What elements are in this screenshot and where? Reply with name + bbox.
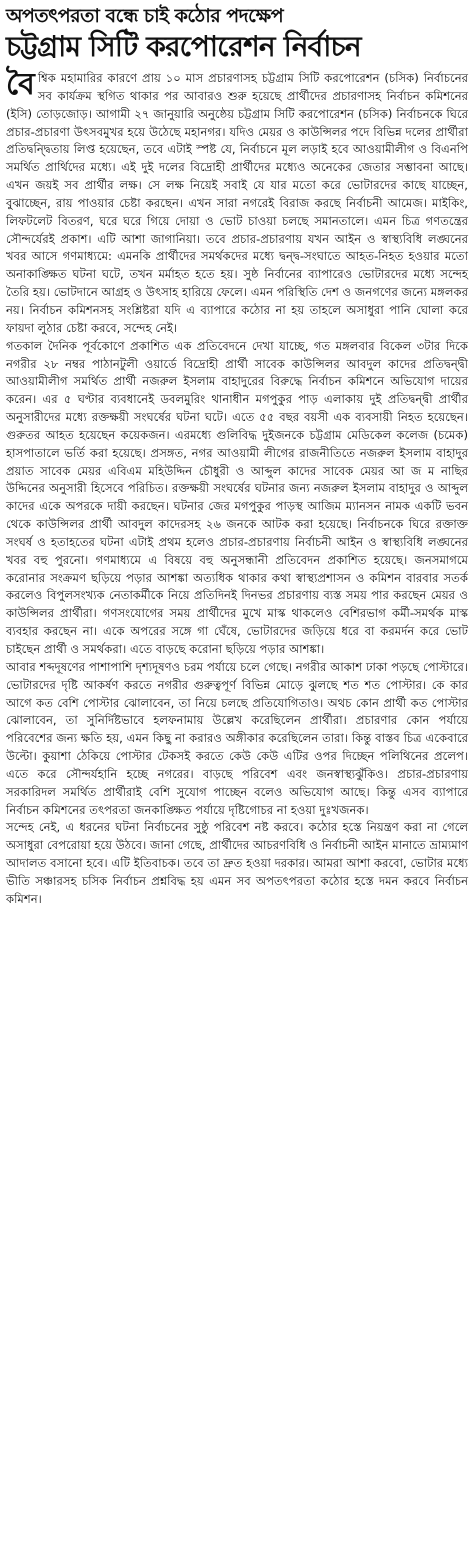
- paragraph-2: গতকাল দৈনিক পূর্বকোণে প্রকাশিত এক প্রতিবেদনে দেখা যাচ্ছে, গত মঙ্গলবার বিকেল ৩টার দিকে নগরীর ২৮ নম্বর পাঠানটুলী ওয়ার্ডে বিদ্রোহী প্রার্থী সাবেক কাউন্সিলর আবদুল কাদের প্রতিদ্বন্দ্বী আওয়ামীলীগ সমর্থিত প্রার্থী নজরুল ইসলাম বাহাদুরের বিরুদ্ধে নির্বাচন কমিশনে অভিযোগ দায়ের করেন। এর ৫ ঘণ্টার ব্যবধানেই ডবলমুরিং থানাধীন মগপুকুর পাড় এলাকায় দুই প্রতিদ্বন্দ্বী প্রার্থীর অনুসারীদের মধ্যে রক্তক্ষয়ী সংঘর্ষের ঘটনা ঘটে। এতে ৫৫ বছর বয়সী এক ব্যবসায়ী নিহত হয়েছেন। গুরুতর আহত হয়েছেন কয়েকজন। এরমধ্যে গুলিবিদ্ধ দুইজনকে চট্টগ্রাম মেডিকেল কলেজ (চমেক) হাসপাতালে ভর্তি করা হয়েছে। প্রসঙ্গত, নগর আওয়ামী লীগের রাজনীতিতে নজরুল ইসলাম বাহাদুর প্রয়াত সাবেক মেয়র এবিএম মহিউদ্দিন চৌধুরী ও আব্দুল কাদের সাবেক মেয়র আ জ ম নাছির উদ্দিনের অনুসারী হিসেবে পরিচিত। রক্তক্ষয়ী সংঘর্ষের ঘটনার জন্য নজরুল ইসলাম বাহাদুর ও আব্দুল কাদের একে অপরকে দায়ী করছেন। ঘটনার জের মগপুকুর পাড়স্থ আজিম ম্যানসন নামক একটি ভবন থেকে কাউন্সিলর প্রার্থী আবদুল কাদেরসহ ২৬ জনকে আটক করা হয়েছে। নির্বাচনকে ঘিরে রক্তাক্ত সংঘর্ষ ও হতাহতের ঘটনা এটাই প্রথম হলেও প্রচার-প্রচারণায় নির্বাচনী আইন ও স্বাস্থ্যবিধি লঙ্ঘনের খবর বহু পুরনো। গণমাধ্যমে এ বিষয়ে বহু অনুসন্ধানী প্রতিবেদন প্রকাশিত হয়েছে। জনসমাগমে করোনার সংক্রমণ ছড়িয়ে পড়ার আশঙ্কা অত্যধিক থাকার কথা স্বাস্থ্যপ্রশাসন ও কমিশন বারবার সতর্ক করলেও বিপুলসংখ্যক নেতাকর্মীকে নিয়ে প্রতিদিনই দিনভর প্রচারণায় ব্যস্ত সময় পার করছেন মেয়র ও কাউন্সিলর প্রার্থীরা। গণসংযোগের সময় প্রার্থীদের মুখে মাস্ক থাকলেও বেশিরভাগ কর্মী-সমর্থক মাস্ক ব্যবহার করছেন না। একে অপরের সঙ্গে গা ঘেঁষে, ভোটারদের জড়িয়ে ধরে বা করমর্দন করে ভোট চাইছেন প্রার্থী ও সমর্থকরা। এতে বাড়ছে করোনা ছড়িয়ে পড়ার আশঙ্কা।: [6, 338, 468, 656]
- paragraph-1-text: শ্বিক মহামারির কারণে প্রায় ১০ মাস প্রচারণাসহ চট্টগ্রাম সিটি করপোরেশন (চসিক) নির্বাচনের সব কার্যক্রম স্থগিত থাকার পর আবারও শুরু হয়েছে প্রার্থীদের প্রচারণাসহ নির্বাচন কমিশনের (ইসি) তোড়জোড়। আগামী ২৭ জানুয়ারি অনুষ্ঠেয় চট্টগ্রাম সিটি করপোরেশন (চসিক) নির্বাচনকে ঘিরে প্রচার-প্রচারণা উৎসবমুখর হয়ে উঠেছে মহানগর। যদিও মেয়র ও কাউন্সিলর পদে বিভিন্ন দলের প্রার্থীরা প্রতিদ্বন্দ্বিতায় লিপ্ত হয়েছেন, তবে এটাই স্পষ্ট যে, নির্বাচনে মূল লড়াই হবে আওয়ামীলীগ ও বিএনপি সমর্থিত প্রার্থিদের মধ্যে। এই দুই দলের বিদ্রোহী প্রার্থীদের মধ্যেও অনেকের জেতার সম্ভাবনা আছে। এখন জয়ই সব প্রার্থীর লক্ষ। সে লক্ষ নিয়েই সবাই যে যার মতো করে ভোটারদের কাছে যাচ্ছেন, বুঝাচ্ছেন, রায় পাওয়ার চেষ্টা করছেন। এখন সারা নগরেই বিরাজ করছে নির্বাচনী আমেজ। মাইকিং, লিফটলেট বিতরণ, ঘরে ঘরে গিয়ে দোয়া ও ভোট চাওয়া চলছে সমানতালে। এমন চিত্র গণতন্ত্রের সৌন্দর্যেরই প্রকাশ। এটি আশা জাগানিয়া। তবে প্রচার-প্রচারণায় যখন আইন ও স্বাস্থ্যবিধি লঙ্ঘনের খবর আসে গণমাধ্যমে: এমনকি প্রার্থীদের সমর্থকদের মধ্যে দ্বন্দ্ব-সংঘাতে আহত-নিহত হওয়ার মতো অনাকাঙ্ক্ষিত ঘটনা ঘটে, তখন মর্মাহত হতে হয়। সুষ্ঠ নির্বানের ব্যাপারেও ভোটারদের মধ্যে সন্দেহ তৈরি হয়। ভোটদানে আগ্রহ ও উৎসাহ হারিয়ে ফেলে। এমন পরিস্থিতি দেশ ও জনগণের জন্যে মঙ্গলকর নয়। নির্বাচন কমিশনসহ সংশ্লিষ্টরা যদি এ ব্যাপারে কঠোর না হয় তাহলে অসাধুরা পানি ঘোলা করে ফায়দা লুঠার চেষ্টা করবে, সন্দেহ নেই।: [6, 71, 468, 335]
- paragraph-3: আবার শব্দদূষণের পাশাপাশি দৃশ্যদূষণও চরম পর্যায়ে চলে গেছে। নগরীর আকাশ ঢাকা পড়ছে পোস্টারে। ভোটারদের দৃষ্টি আকর্ষণ করতে নগরীর গুরুত্বপূর্ণ বিভিন্ন মোড়ে ঝুলছে শত শত পোস্টার। কে কার আগে কত বেশি পোস্টার ঝোলাবেন, তা নিয়ে চলছে প্রতিযোগিতাও। অথচ কোন প্রার্থী কত পোস্টার ঝোলাবেন, তা সুনির্দিষ্টভাবে হলফনামায় উল্লেখ করেছিলেন প্রার্থীরা। প্রচারণার কোন পর্যায়ে পরিবেশের জন্য ক্ষতি হয়, এমন কিছু না করারও অঙ্গীকার করেছিলেন তারা। কিন্তু বাস্তব চিত্র একেবারে উল্টো। কুয়াশা ঠেকিয়ে পোস্টার টেকসই করতে কেউ কেউ এটির ওপর দিচ্ছেন পলিথিনের প্রলেপ। এতে করে সৌন্দর্যহানি হচ্ছে নগরের। বাড়ছে পরিবেশ এবং জনস্বাস্থ্যঝুঁকিও। প্রচার-প্রচারণায় সরকারিদল সমর্থিত প্রার্থীরাই বেশি সুযোগ পাচ্ছেন বলেও অভিযোগ আছে। কিন্তু এসব ব্যাপারে নির্বাচন কমিশনের তৎপরতা জনকাঙ্ক্ষিত পর্যায়ে দৃষ্টিগোচর না হওয়া দুঃখজনক।: [6, 659, 468, 817]
- drop-cap: বৈ: [6, 67, 35, 102]
- paragraph-4: সন্দেহ নেই, এ ধরনের ঘটনা নির্বাচনের সুষ্ঠু পরিবেশ নষ্ট করবে। কঠোর হস্তে নিয়ন্ত্রণ করা না গেলে অসাধুরা বেপরোয়া হয়ে উঠবে। জানা গেছে, প্রার্থীদের আচরণবিধি ও নির্বাচনী আইন মানাতে ভ্রাম্যমাণ আদালত বসানো হবে। এটি ইতিবাচক। তবে তা দ্রুত হওয়া দরকার। আমরা আশা করবো, ভোটার মধ্যে ভীতি সঞ্চারসহ চসিক নির্বাচন প্রশ্নবিদ্ধ হয় এমন সব অপতৎপরতা কঠোর হস্তে দমন করবে নির্বাচন কমিশন।: [6, 820, 468, 906]
- paragraph-1: [6, 67, 468, 338]
- article-body: [6, 67, 468, 909]
- headline: চট্টগ্রাম সিটি করপোরেশন নির্বাচন: [6, 30, 361, 63]
- kicker: অপতৎপরতা বন্ধে চাই কঠোর পদক্ষেপ: [6, 5, 284, 27]
